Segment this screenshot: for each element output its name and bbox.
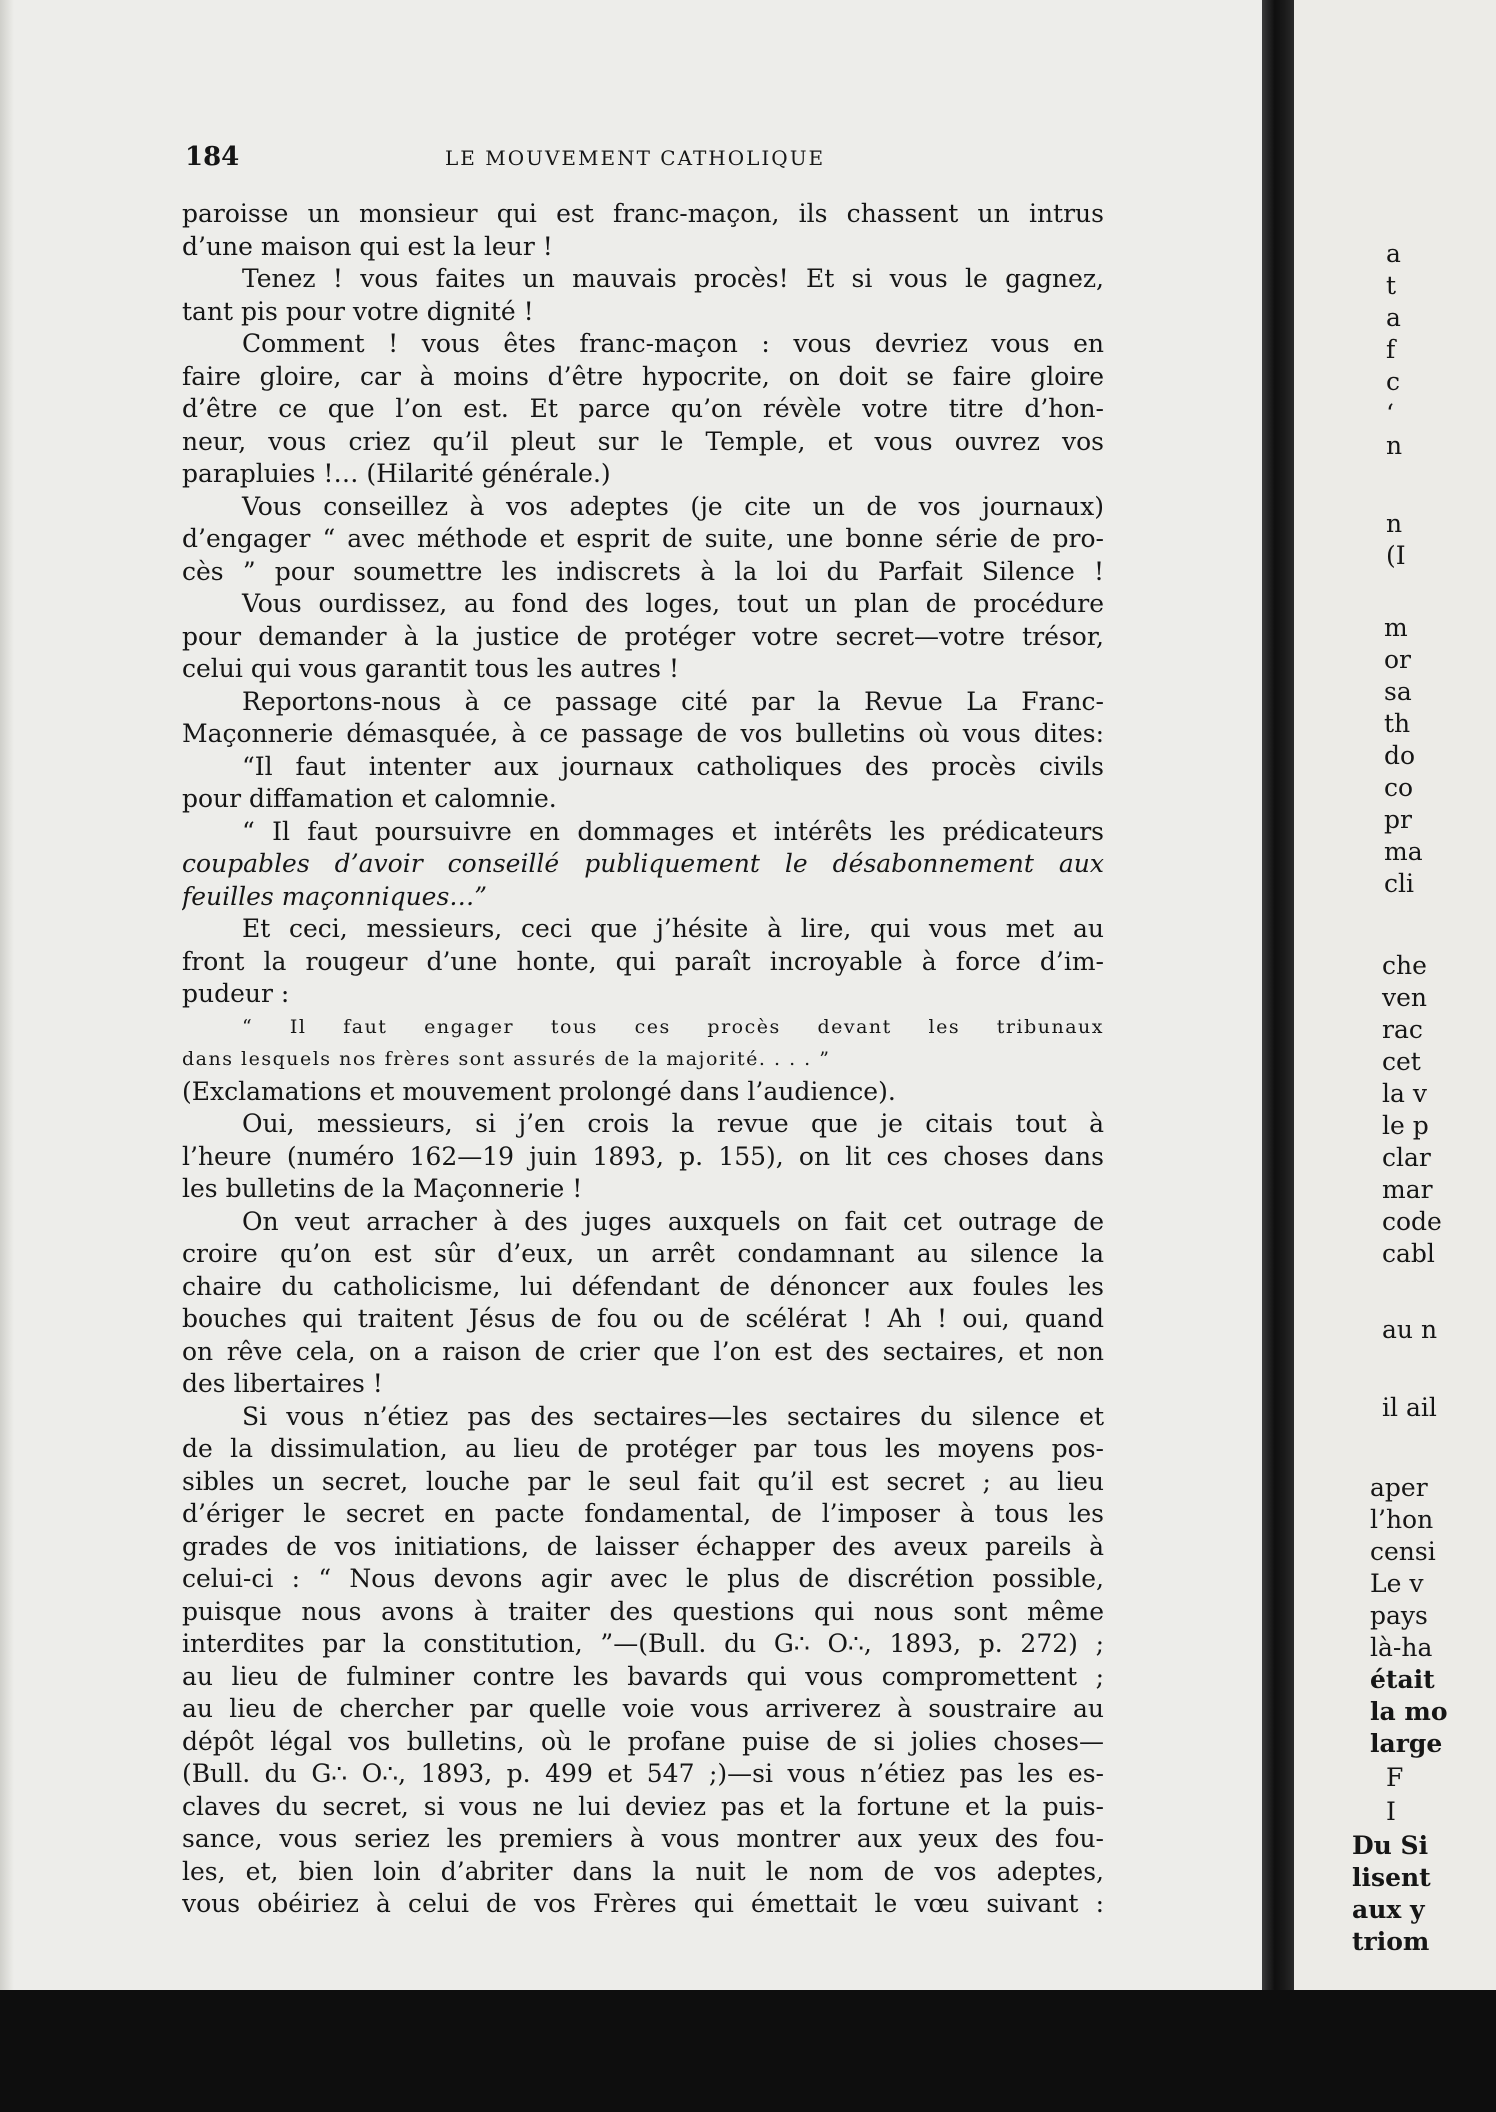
facing-page-fragment: censi: [1370, 1537, 1436, 1566]
text-line: Reportons-nous à ce passage cité par la Revue La Franc-: [242, 686, 1104, 716]
text-line: cès ” pour soumettre les indiscrets à la loi du Parfait Silence !: [182, 556, 1104, 586]
text-line: (Bull. du G∴ O∴, 1893, p. 499 et 547 ;)—si vous n’étiez pas les es-: [182, 1759, 1104, 1788]
facing-page-fragment: lisent: [1352, 1863, 1431, 1892]
facing-page-fragment: co: [1384, 773, 1414, 802]
text-line: dépôt légal vos bulletins, où le profane puise de si jolies choses—: [182, 1726, 1104, 1756]
text-line: les bulletins de la Maçonnerie !: [182, 1174, 583, 1203]
text-line: pour demander à la justice de protéger votre secret—votre trésor,: [182, 621, 1104, 651]
text-line: “ Il faut poursuivre en dommages et intérêts les prédicateurs: [242, 816, 1104, 846]
text-line: coupables d’avoir conseillé publiquement le désabonnement aux: [182, 849, 1104, 878]
right-page: [1294, 0, 1496, 1990]
facing-page-fragment: était: [1370, 1665, 1435, 1694]
text-line: de la dissimulation, au lieu de protéger par tous les moyens pos-: [182, 1434, 1104, 1463]
facing-page-fragment: ‘: [1386, 399, 1394, 428]
text-line: Vous conseillez à vos adeptes (je cite un de vos journaux): [242, 491, 1104, 521]
text-line: faire gloire, car à moins d’être hypocrite, on doit se faire gloire: [182, 361, 1104, 391]
text-line: neur, vous criez qu’il pleut sur le Temple, et vous ouvrez vos: [182, 426, 1104, 456]
facing-page-fragment: (I: [1386, 541, 1406, 570]
text-line: sance, vous seriez les premiers à vous montrer aux yeux des fou-: [182, 1824, 1104, 1853]
facing-page-fragment: la mo: [1370, 1697, 1448, 1726]
text-line: Si vous n’étiez pas des sectaires—les sectaires du silence et: [242, 1401, 1104, 1431]
text-line: On veut arracher à des juges auxquels on fait cet outrage de: [242, 1206, 1104, 1236]
facing-page-fragment: là-ha: [1370, 1633, 1433, 1662]
text-line: celui-ci : “ Nous devons agir avec le plus de discrétion possible,: [182, 1564, 1104, 1593]
facing-page-fragment: Le v: [1370, 1569, 1424, 1598]
facing-page-fragment: aper: [1370, 1473, 1428, 1502]
text-line: feuilles maçonniques…”: [182, 881, 488, 911]
facing-page-fragment: t: [1386, 271, 1397, 300]
text-line: parapluies !… (Hilarité générale.): [182, 459, 611, 488]
book-gutter: [1262, 0, 1294, 1990]
text-line: chaire du catholicisme, lui défendant de dénoncer aux foules les: [182, 1271, 1104, 1301]
text-line: celui qui vous garantit tous les autres !: [182, 654, 679, 683]
text-line: Et ceci, messieurs, ceci que j’hésite à lire, qui vous met au: [242, 914, 1104, 943]
page-number: 184: [185, 142, 240, 172]
text-line: Tenez ! vous faites un mauvais procès! Et si vous le gagnez,: [242, 264, 1104, 293]
text-line: grades de vos initiations, de laisser échapper des aveux pareils à: [182, 1531, 1104, 1561]
text-line: claves du secret, si vous ne lui deviez pas et la fortune et la puis-: [182, 1791, 1104, 1821]
facing-page-fragment: rac: [1382, 1015, 1423, 1044]
facing-page-fragment: cabl: [1382, 1239, 1435, 1268]
facing-page-fragment: le p: [1382, 1111, 1429, 1140]
facing-page-fragment: n: [1386, 509, 1403, 538]
facing-page-fragment: m: [1384, 613, 1408, 642]
facing-page-fragment: pays: [1370, 1601, 1428, 1630]
text-line: pudeur :: [182, 979, 290, 1008]
facing-page-fragment: a: [1386, 239, 1401, 268]
facing-page-fragment: a: [1386, 303, 1401, 332]
facing-page-fragment: pr: [1384, 805, 1412, 834]
page-edge-shadow: [0, 0, 14, 1990]
text-line: vous obéiriez à celui de vos Frères qui émettait le vœu suivant :: [182, 1889, 1104, 1918]
text-line: d’être ce que l’on est. Et parce qu’on révèle votre titre d’hon-: [182, 394, 1104, 423]
text-line: bouches qui traitent Jésus de fou ou de scélérat ! Ah ! oui, quand: [182, 1304, 1104, 1333]
facing-page-fragment: ven: [1382, 983, 1428, 1012]
facing-page-fragment: clar: [1382, 1143, 1431, 1172]
facing-page-fragment: sa: [1384, 677, 1412, 706]
facing-page-fragment: l’hon: [1370, 1505, 1434, 1534]
text-line: dans lesquels nos frères sont assurés de la majorité. . . . ”: [182, 1048, 831, 1070]
text-line: au lieu de chercher par quelle voie vous arriverez à soustraire au: [182, 1694, 1104, 1723]
text-line: l’heure (numéro 162—19 juin 1893, p. 155), on lit ces choses dans: [182, 1141, 1104, 1171]
text-line: Oui, messieurs, si j’en crois la revue que je citais tout à: [242, 1109, 1104, 1138]
scan-bottom-border: [0, 1990, 1496, 2112]
text-line: (Exclamations et mouvement prolongé dans l’audience).: [182, 1076, 896, 1106]
facing-page-fragment: or: [1384, 645, 1412, 674]
facing-page-fragment: cet: [1382, 1047, 1421, 1076]
text-line: Vous ourdissez, au fond des loges, tout un plan de procédure: [242, 589, 1104, 618]
text-line: “ Il faut engager tous ces procès devant les tribunaux: [242, 1015, 1104, 1038]
facing-page-fragment: il ail: [1382, 1393, 1437, 1422]
facing-page-fragment: c: [1386, 367, 1401, 396]
facing-page-fragment: che: [1382, 951, 1427, 980]
text-line: Comment ! vous êtes franc-maçon : vous devriez vous en: [242, 329, 1104, 358]
text-line: paroisse un monsieur qui est franc-maçon, ils chassent un intrus: [182, 199, 1104, 228]
text-line: on rêve cela, on a raison de crier que l’on est des sectaires, et non: [182, 1336, 1104, 1366]
facing-page-fragment: F: [1386, 1763, 1404, 1792]
text-line: d’une maison qui est la leur !: [182, 231, 553, 261]
facing-page-fragment: I: [1386, 1797, 1396, 1826]
facing-page-fragment: mar: [1382, 1175, 1433, 1204]
text-line: puisque nous avons à traiter des questions qui nous sont même: [182, 1596, 1104, 1626]
facing-page-fragment: la v: [1382, 1079, 1427, 1108]
facing-page-fragment: cli: [1384, 869, 1414, 898]
facing-page-fragment: aux y: [1352, 1895, 1425, 1924]
text-line: croire qu’on est sûr d’eux, un arrêt condamnant au silence la: [182, 1239, 1104, 1268]
facing-page-fragment: large: [1370, 1729, 1443, 1758]
text-line: au lieu de fulminer contre les bavards qui vous compromettent ;: [182, 1661, 1104, 1691]
text-line: front la rougeur d’une honte, qui paraît incroyable à force d’im-: [182, 946, 1104, 976]
text-line: Maçonnerie démasquée, à ce passage de vos bulletins où vous dites:: [182, 719, 1104, 748]
facing-page-fragment: do: [1384, 741, 1416, 770]
facing-page-fragment: f: [1386, 335, 1396, 364]
facing-page-fragment: ma: [1384, 837, 1423, 866]
text-line: “Il faut intenter aux journaux catholiques des procès civils: [242, 751, 1104, 781]
facing-page-fragment: code: [1382, 1207, 1442, 1236]
page-body: [182, 198, 1104, 1921]
facing-page-fragment: n: [1386, 431, 1403, 460]
text-line: pour diffamation et calomnie.: [182, 784, 557, 813]
facing-page-fragment: au n: [1382, 1315, 1438, 1344]
text-line: des libertaires !: [182, 1369, 383, 1398]
text-line: les, et, bien loin d’abriter dans la nuit le nom de vos adeptes,: [182, 1856, 1104, 1886]
text-line: sibles un secret, louche par le seul fait qu’il est secret ; au lieu: [182, 1466, 1104, 1496]
facing-page-fragment: Du Si: [1352, 1831, 1429, 1860]
text-line: interdites par la constitution, ”—(Bull. du G∴ O∴, 1893, p. 272) ;: [182, 1629, 1104, 1658]
facing-page-fragment: th: [1384, 709, 1411, 738]
page-header: [185, 142, 1105, 182]
text-line: d’engager “ avec méthode et esprit de suite, une bonne série de pro-: [182, 524, 1104, 553]
facing-page-fragment: triom: [1352, 1927, 1430, 1956]
text-line: tant pis pour votre dignité !: [182, 296, 534, 326]
text-line: d’ériger le secret en pacte fondamental, de l’imposer à tous les: [182, 1499, 1104, 1528]
running-title: LE MOUVEMENT CATHOLIQUE: [445, 146, 826, 170]
